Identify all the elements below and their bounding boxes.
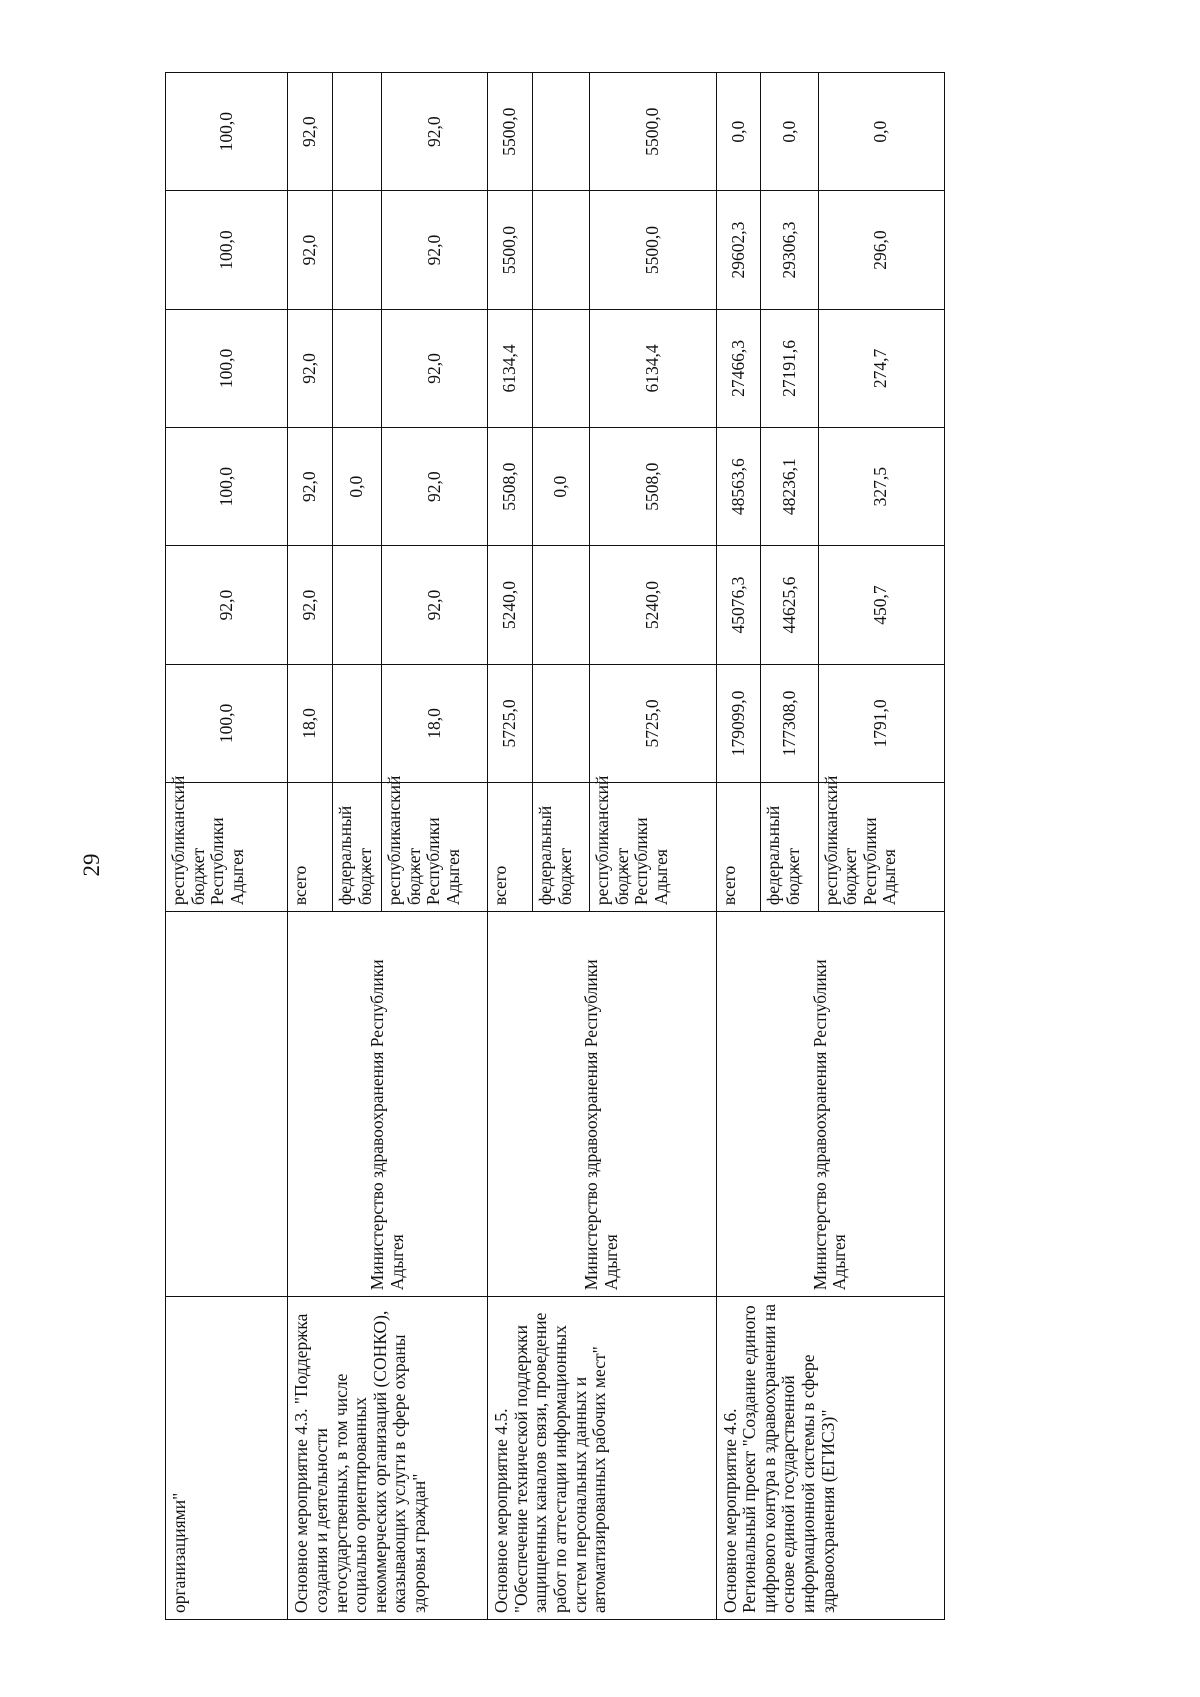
value-cell: 27466,3 [716, 309, 761, 427]
value-cell: 92,0 [382, 546, 488, 664]
page-number: 29 [79, 853, 104, 877]
value-cell: 0,0 [716, 73, 761, 191]
value-cell: 48563,6 [716, 428, 761, 546]
value-cell: 44625,6 [761, 546, 818, 664]
funding-source: республиканский бюджет Республики Адыгея [818, 783, 945, 912]
value-cell: 45076,3 [716, 546, 761, 664]
value-cell: 327,5 [818, 428, 945, 546]
value-cell: 5725,0 [590, 664, 716, 782]
value-cell: 5500,0 [590, 191, 716, 309]
value-cell: 92,0 [288, 428, 333, 546]
funding-source: республиканский бюджет Республики Адыгея [166, 783, 288, 912]
value-cell [533, 73, 590, 191]
executor: Министерство здравоохранения Республики Адыгея [716, 912, 944, 1297]
value-cell: 92,0 [288, 546, 333, 664]
budget-table [165, 72, 945, 1620]
value-cell: 48236,1 [761, 428, 818, 546]
funding-source: всего [488, 783, 533, 912]
value-cell: 18,0 [288, 664, 333, 782]
funding-source: республиканский бюджет Республики Адыгея [590, 783, 716, 912]
value-cell: 0,0 [333, 428, 382, 546]
value-cell [533, 309, 590, 427]
value-cell: 29306,3 [761, 191, 818, 309]
value-cell: 92,0 [288, 309, 333, 427]
value-cell: 296,0 [818, 191, 945, 309]
value-cell: 92,0 [382, 191, 488, 309]
value-cell: 29602,3 [716, 191, 761, 309]
value-cell: 5508,0 [488, 428, 533, 546]
value-cell: 0,0 [818, 73, 945, 191]
value-cell [333, 191, 382, 309]
funding-source: всего [288, 783, 333, 912]
value-cell: 100,0 [166, 309, 288, 427]
value-cell: 0,0 [761, 73, 818, 191]
value-cell: 27191,6 [761, 309, 818, 427]
value-cell: 100,0 [166, 428, 288, 546]
executor [166, 912, 288, 1297]
table-row [488, 73, 533, 1620]
measure-name: Основное мероприятие 4.6. Региональный проект "Создание единого цифрового контура в здравоохранении на основе единой государственной информационной системы в сфере здравоохранения (ЕГИСЗ)" [716, 1297, 944, 1620]
value-cell: 92,0 [288, 191, 333, 309]
table-row [166, 73, 288, 1620]
value-cell: 92,0 [382, 428, 488, 546]
value-cell: 450,7 [818, 546, 945, 664]
value-cell: 179099,0 [716, 664, 761, 782]
funding-source: всего [716, 783, 761, 912]
value-cell [333, 73, 382, 191]
table-row [716, 73, 761, 1620]
measure-name: Основное мероприятие 4.3. "Поддержка создания и деятельности негосударственных, в том числе социально ориентированных некоммерческих организаций (СОНКО), оказывающих услуги в сфере охраны здоровья граждан" [288, 1297, 488, 1620]
executor: Министерство здравоохранения Республики Адыгея [488, 912, 716, 1297]
value-cell: 6134,4 [488, 309, 533, 427]
value-cell: 5508,0 [590, 428, 716, 546]
value-cell: 5500,0 [590, 73, 716, 191]
value-cell: 177308,0 [761, 664, 818, 782]
value-cell: 100,0 [166, 73, 288, 191]
measure-name: Основное мероприятие 4.5. "Обеспечение технической поддержки защищенных каналов связи, проведение работ по аттестации информационных систем персональных данных и автоматизированных рабочих мест" [488, 1297, 716, 1620]
value-cell: 274,7 [818, 309, 945, 427]
value-cell [333, 546, 382, 664]
value-cell: 92,0 [166, 546, 288, 664]
value-cell [333, 664, 382, 782]
value-cell: 92,0 [382, 73, 488, 191]
executor: Министерство здравоохранения Республики Адыгея [288, 912, 488, 1297]
value-cell: 100,0 [166, 664, 288, 782]
funding-source: республиканский бюджет Республики Адыгея [382, 783, 488, 912]
table-row [288, 73, 333, 1620]
value-cell: 100,0 [166, 191, 288, 309]
value-cell: 1791,0 [818, 664, 945, 782]
value-cell: 5725,0 [488, 664, 533, 782]
value-cell [533, 191, 590, 309]
value-cell: 92,0 [382, 309, 488, 427]
value-cell [533, 664, 590, 782]
value-cell: 5240,0 [488, 546, 533, 664]
table-body [166, 73, 945, 1620]
value-cell: 0,0 [533, 428, 590, 546]
measure-name: организациями" [166, 1297, 288, 1620]
value-cell [533, 546, 590, 664]
funding-source: федеральный бюджет [333, 783, 382, 912]
value-cell: 6134,4 [590, 309, 716, 427]
value-cell: 5500,0 [488, 191, 533, 309]
value-cell: 18,0 [382, 664, 488, 782]
funding-source: федеральный бюджет [761, 783, 818, 912]
value-cell: 92,0 [288, 73, 333, 191]
funding-source: федеральный бюджет [533, 783, 590, 912]
value-cell: 5500,0 [488, 73, 533, 191]
rotated-table-container [165, 72, 945, 1620]
value-cell [333, 309, 382, 427]
value-cell: 5240,0 [590, 546, 716, 664]
